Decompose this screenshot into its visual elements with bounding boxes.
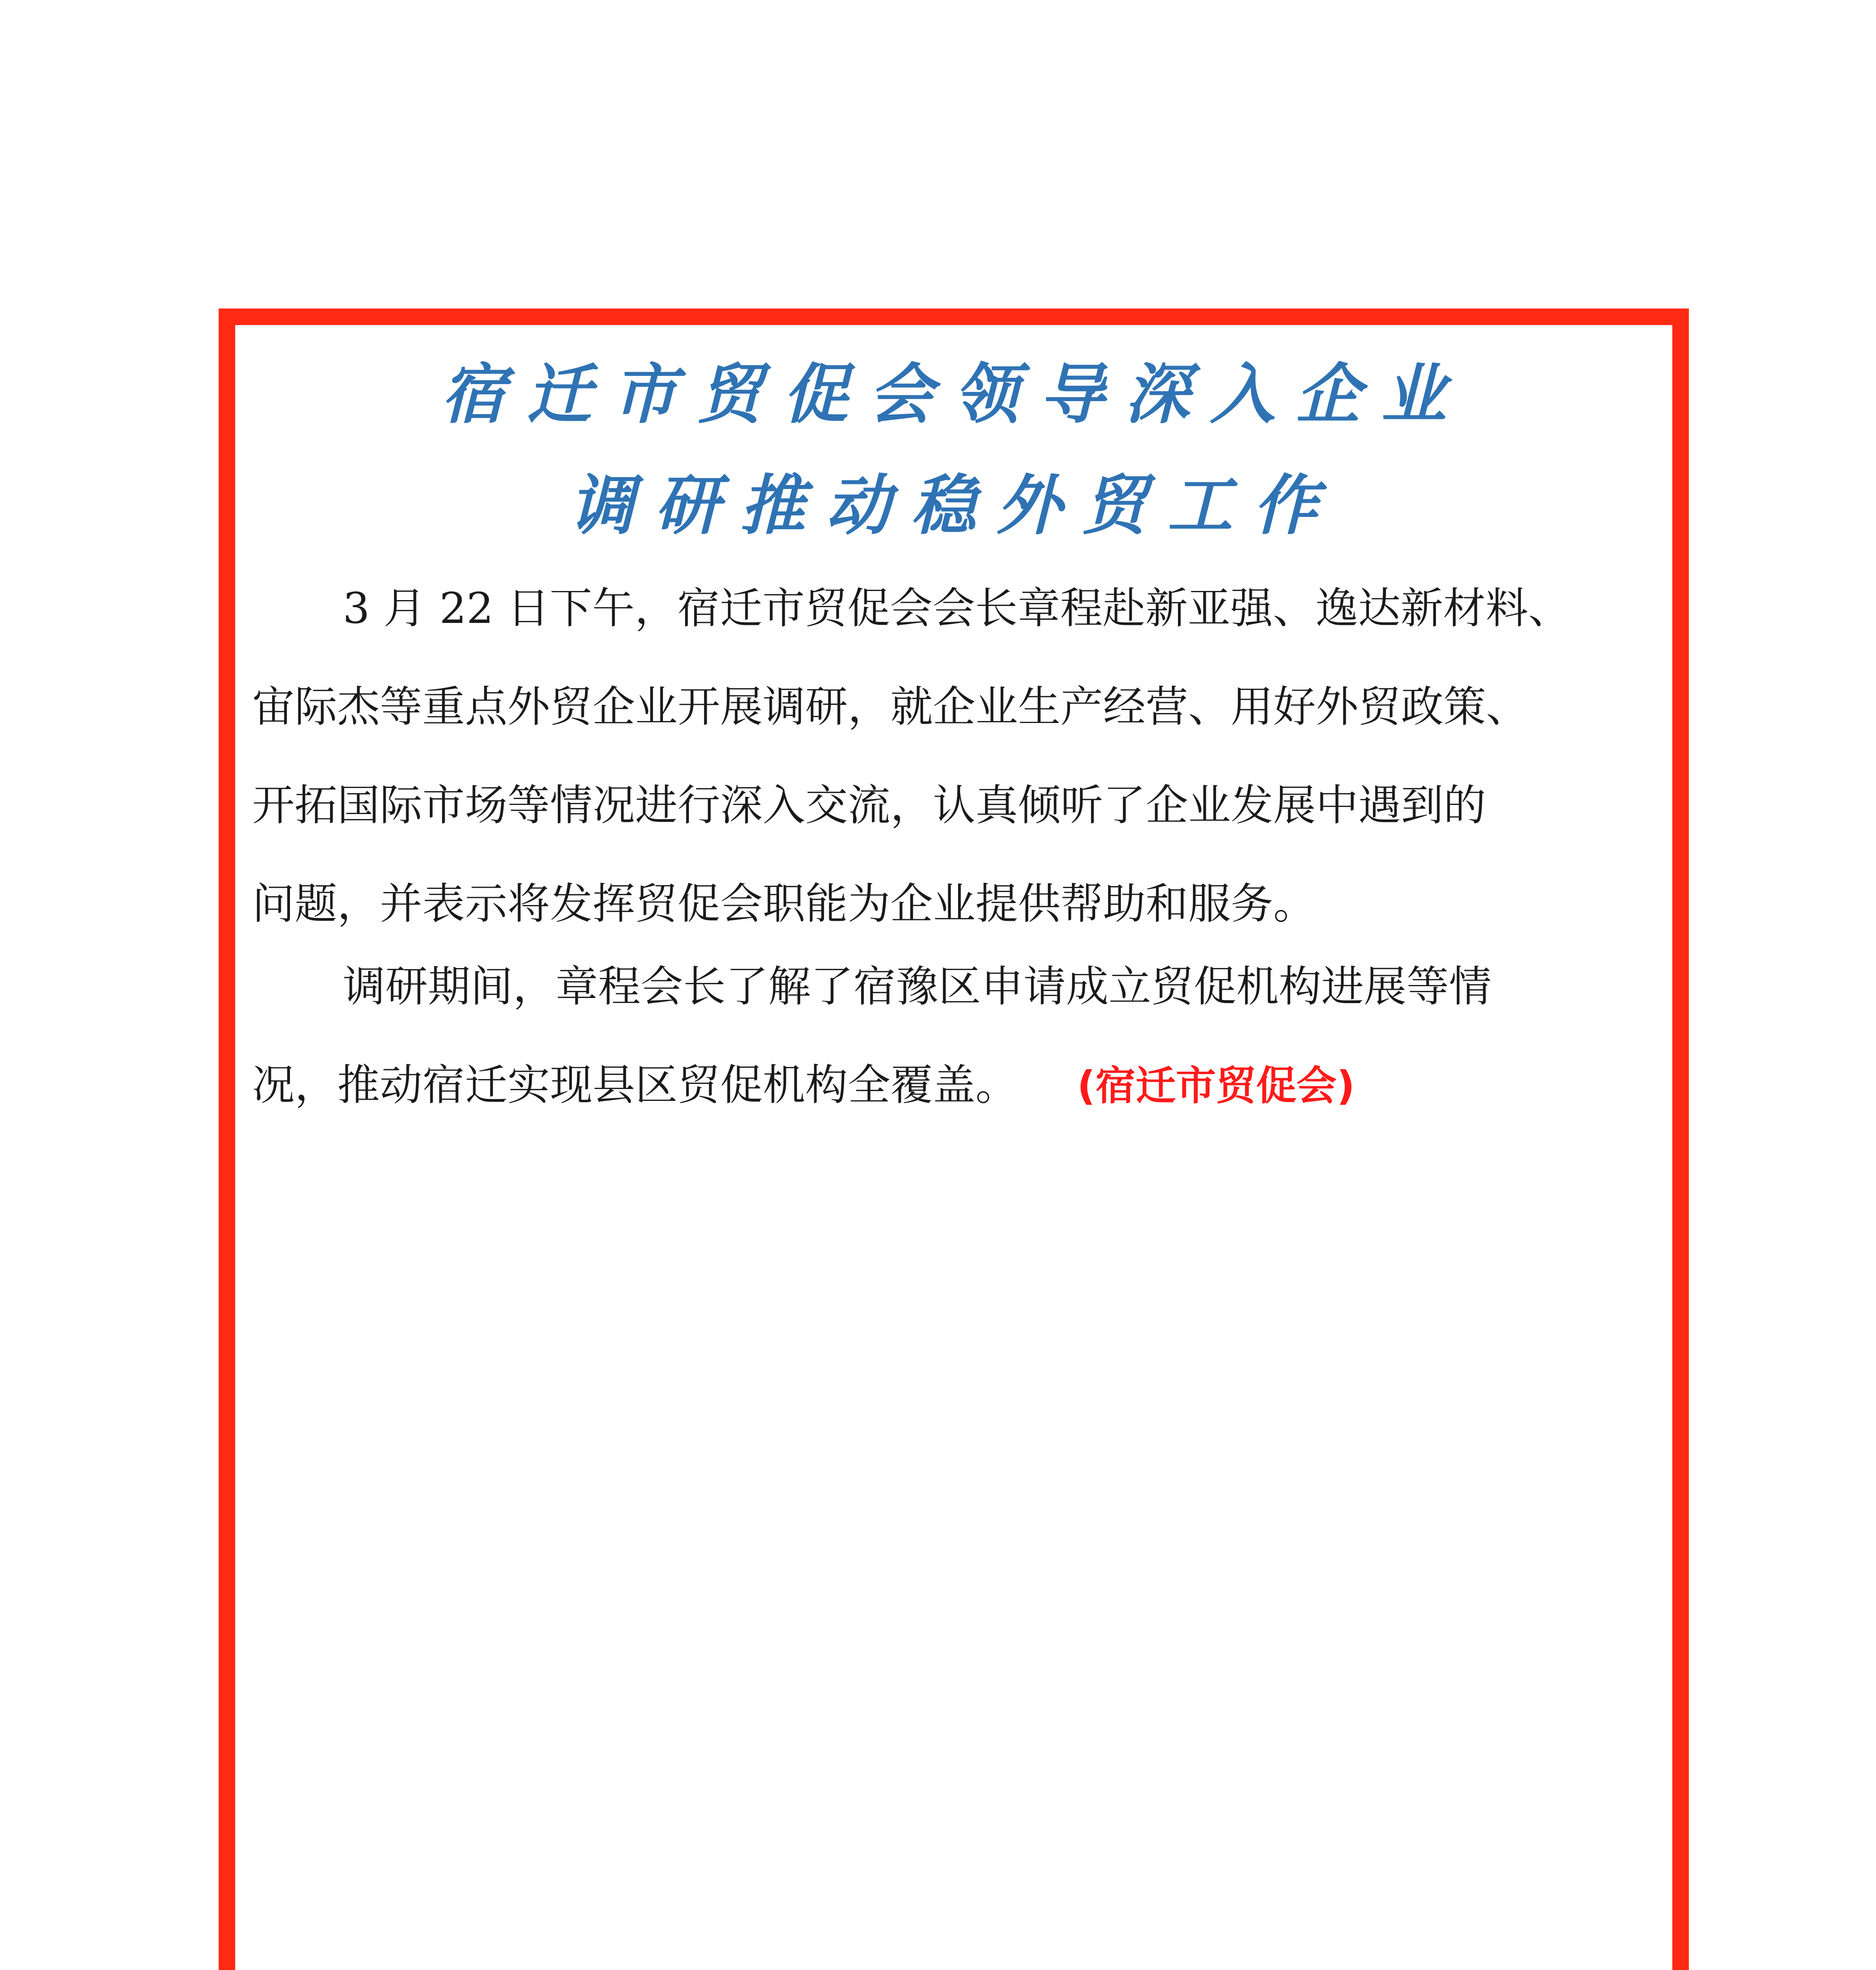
paragraph-2 [252,938,1611,1135]
paragraph-2-line-2-text: 况，推动宿迁实现县区贸促机构全覆盖。 [252,1061,1018,1110]
page-border-frame [219,309,1689,1970]
paragraph-1-line-3: 开拓国际市场等情况进行深入交流，认真倾听了企业发展中遇到的 [252,781,1486,830]
article-title-line-1: 宿迁市贸促会领导深入企业 [441,356,1467,432]
paragraph-1-line-1: 3 月 22 日下午，宿迁市贸促会会长章程赴新亚强、逸达新材料、 [343,584,1571,633]
paragraph-2-line-2 [252,1036,1611,1135]
article-title-line-2: 调研推动稳外贸工作 [569,467,1339,543]
paragraph-1-line-4: 问题，并表示将发挥贸促会职能为企业提供帮助和服务。 [252,879,1316,929]
paragraph-1-line-2: 宙际杰等重点外贸企业开展调研，就企业生产经营、用好外贸政策、 [252,682,1529,732]
paragraph-1 [252,559,1611,953]
source-attribution: (宿迁市贸促会) [1077,1063,1355,1110]
paragraph-2-line-1: 调研期间，章程会长了解了宿豫区申请成立贸促机构进展等情 [343,962,1492,1011]
